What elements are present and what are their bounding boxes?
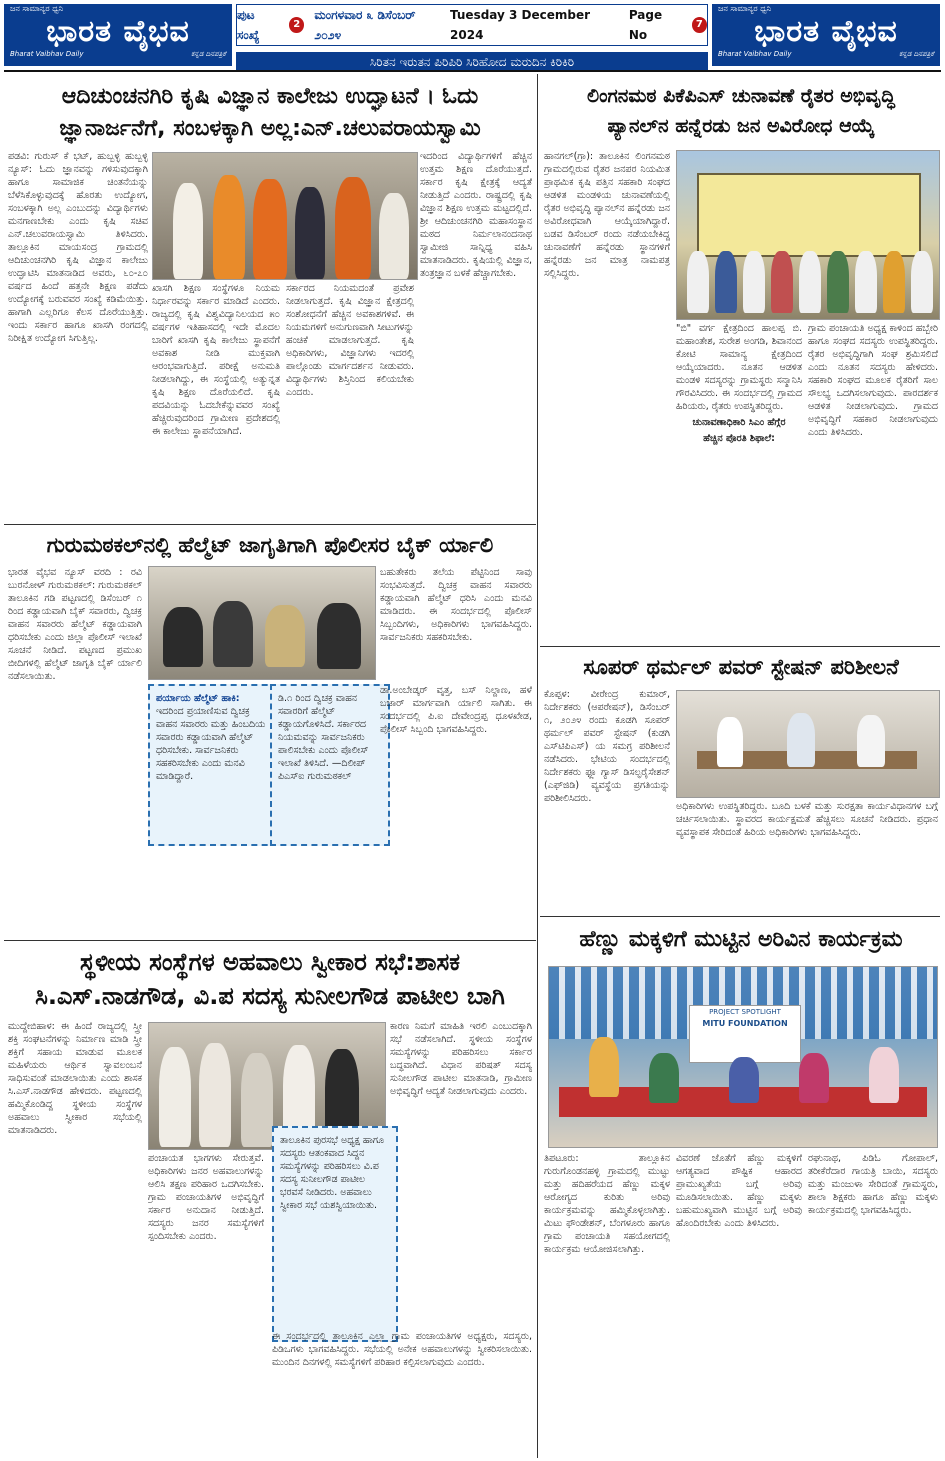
story1-col4-text: ಇದರಿಂದ ವಿದ್ಯಾರ್ಥಿಗಳಿಗೆ ಹೆಚ್ಚಿನ ಉತ್ತಮ ಶಿಕ್ಷಣ ದೊರೆಯುತ್ತದೆ. ಸರ್ಕಾರ ಕೃಷಿ ಕ್ಷೇತ್ರಕ್ಕೆ ಆದ್ಯತೆ ನೀಡುತ್ತಿದೆ ಎಂದರು. ರಾಷ್ಟ್ರದಲ್ಲಿ ಕೃಷಿ ವಿಜ್ಞಾನ ಶಿಕ್ಷಣ ಉತ್ತಮ ಮಟ್ಟದಲ್ಲಿದೆ. ಶ್ರೀ ಆದಿಚುಂಚನಗಿರಿ ಮಹಾಸಂಸ್ಥಾನ ಮಠದ ನಿರ್ಮಲಾನಂದನಾಥ ಸ್ವಾಮೀಜಿ ಸಾನ್ನಿಧ್ಯ ವಹಿಸಿ ಮಾತನಾಡಿದರು. ಕೃಷಿಯಲ್ಲಿ ವಿಜ್ಞಾನ, ತಂತ್ರಜ್ಞಾನ ಬಳಕೆ ಹೆಚ್ಚಾಗಬೇಕು. <box>420 151 532 279</box>
story6-col2-text: ವಿವರಣೆ ಜೊತೆಗೆ ಹೆಣ್ಣು ಮಕ್ಕಳಿಗೆ ಆಗತ್ಯವಾದ ಪೌಷ್ಟಿಕ ಆಹಾರದ ಪ್ರಾಮುಖ್ಯತೆಯ ಬಗ್ಗೆ ಅರಿವು ಮೂಡಿಸಲಾಯಿತು. ಹೆಣ್ಣು ಮಕ್ಕಳು ಬಹುಮುಖ್ಯವಾಗಿ ಮುಟ್ಟಿನ ಬಗ್ಗೆ ಅರಿವು ಹೊಂದಿರಬೇಕು ಎಂದು ತಿಳಿಸಿದರು. <box>676 1153 802 1229</box>
story5-col4 <box>272 1330 532 1456</box>
story3-subhead2: ಹೆಚ್ಚಿನ ಪೊರತಿ ಶಿಫಾಲೆ: <box>703 433 775 444</box>
section-divider <box>540 916 940 917</box>
story2-infobox2-text: ಡಿ.೧ ರಿಂದ ದ್ವಿಚಕ್ರ ವಾಹನ ಸವಾರರಿಗೆ ಹೆಲ್ಮೆಟ್ ಕಡ್ಡಾಯಗೊಳಿಸಿದೆ. ಸರ್ಕಾರದ ನಿಯಮವನ್ನು ಸಾರ್ವಜನಿಕರು ಪಾಲಿಸಬೇಕು ಎಂದು ಪೊಲೀಸ್ ಇಲಾಖೆ ತಿಳಿಸಿದೆ. —ದಿಲೀಪ್ ಪಿಎಸ್ಐ ಗುರುಮಠಕಲ್ <box>278 693 369 782</box>
story1-col4 <box>420 150 532 518</box>
story1-photo <box>152 152 418 280</box>
story6-banner-title: PROJECT SPOTLIGHT <box>709 1008 781 1016</box>
story6-photo <box>548 966 938 1148</box>
story2-col3 <box>380 684 532 936</box>
masthead-tagline: ಜನ ಸಾಮಾನ್ಯರ ಧ್ವನಿ <box>10 4 64 13</box>
story6-headline: ಹೆಣ್ಣು ಮಕ್ಕಳಿಗೆ ಮುಟ್ಟಿನ ಅರಿವಿನ ಕಾರ್ಯಕ್ರಮ <box>579 927 903 952</box>
story1-col1-text: ಪಡವಿ: ಗುರುಸ್ ಕೆ ಭಟ್, ಹುಬ್ಬಳ್ಳಿ ಹುಬ್ಬಳ್ಳಿ ನ್ಯೂಸ್: ಓದು ಜ್ಞಾನವನ್ನು ಗಳಿಸುವುದಕ್ಕಾಗಿ ಹಾಗೂ ಸಾಮಾಜಿಕ ಚಿಂತನೆಯನ್ನು ಬೆಳೆಸಿಕೊಳ್ಳುವುದಕ್ಕೆ ಹೊರತು ಉದ್ಯೋಗ, ಸಂಬಳಕ್ಕಾಗಿ ಅಲ್ಲ ಎಂಬುದನ್ನು ವಿದ್ಯಾರ್ಥಿಗಳು ಮನಗಾಣಬೇಕು ಎಂದು ಕೃಷಿ ಸಚಿವ ಎನ್.ಚಲುವರಾಯಸ್ವಾಮಿ ತಿಳಿಸಿದರು. ತಾಲ್ಲೂಕಿನ ಮಾಯಸಂದ್ರ ಗ್ರಾಮದಲ್ಲಿ ಆದಿಚುಂಚನಗಿರಿ ಕೃಷಿ ವಿಜ್ಞಾನ ಕಾಲೇಜು ಉದ್ಘಾಟಿಸಿ ಮಾತನಾಡಿದ ಅವರು, ೬೦-೭೦ ವರ್ಷದ ಹಿಂದೆ ಹತ್ತನೇ ಶಿಕ್ಷಣ ಪಡೆದು ಉದ್ಯೋಗಕ್ಕೆ ಬರುವವರ ಸಂಖ್ಯೆ ಕಡಿಮೆಯಿತ್ತು. ಹಾಗಾಗಿ ಎಲ್ಲರಿಗೂ ಕೆಲಸ ದೊರೆಯುತ್ತಿತ್ತು. ಇಂದು ಸರ್ಕಾರ ಹಾಗೂ ಖಾಸಗಿ ರಂಗದಲ್ಲಿ ನಿರೀಕ್ಷಿತ ಉದ್ಯೋಗ ಸಿಗುತ್ತಿಲ್ಲ. <box>8 151 148 344</box>
story3-headline-line1: ಲಿಂಗನಮಠ ಪಿಕೆಪಿಎಸ್ ಚುನಾವಣೆ ರೈತರ ಅಭಿವೃದ್ಧಿ <box>586 85 896 107</box>
masthead-sub-kn: ಕನ್ನಡ ದಿನಪತ್ರಿಕೆ <box>898 50 934 58</box>
story2-col2-text: ಬಹುತೇಕರು ತಲೆಯ ಪೆಟ್ಟಿನಿಂದ ಸಾವು ಸಂಭವಿಸುತ್ತದೆ. ದ್ವಿಚಕ್ರ ವಾಹನ ಸವಾರರು ಕಡ್ಡಾಯವಾಗಿ ಹೆಲ್ಮೆಟ್ ಧರಿಸಿ ಎಂದು ಮನವಿ ಮಾಡಿದರು. ಈ ಸಂದರ್ಭದಲ್ಲಿ ಪೊಲೀಸ್ ಸಿಬ್ಬಂದಿಗಳು, ಅಧಿಕಾರಿಗಳು ಭಾಗವಹಿಸಿದ್ದರು. ಸಾರ್ವಜನಿಕರು ಸಹಕರಿಸಬೇಕು. <box>380 567 532 643</box>
story5-infobox-text: ತಾಲೂಕಿನ ಪುರಸಭೆ ಅಧ್ಯಕ್ಷ ಹಾಗೂ ಸದಸ್ಯರು ಆತಂಕವಾದ ಸಿದ್ದನ ಸಮಸ್ಯೆಗಳನ್ನು ಪರಿಹರಿಸಲು ವಿ.ಪ ಸದಸ್ಯ ಸುನೀಲಗೌಡ ಪಾಟೀಲ ಭರವಸೆ ನೀಡಿದರು. ಅಹವಾಲು ಸ್ವೀಕಾರ ಸಭೆ ಯಶಸ್ವಿಯಾಯಿತು. <box>280 1135 385 1211</box>
story5-headline-line1: ಸ್ಥಳೀಯ ಸಂಸ್ಥೆಗಳ ಅಹವಾಲು ಸ್ವೀಕಾರ ಸಭೆ:ಶಾಸಕ <box>79 948 461 976</box>
date-en: Tuesday 3 December 2024 <box>450 8 591 42</box>
masthead-title: ಭಾರತ ವೈಭವ <box>46 14 190 49</box>
story6-col1 <box>544 1152 670 1456</box>
story2-col3-text: ಡಾ.ಅಂಬೇಡ್ಕರ್ ವೃತ್ತ, ಬಸ್ ನಿಲ್ದಾಣ, ಹಳೆ ಬಜಾರ್ ಮಾರ್ಗವಾಗಿ ರ್ಯಾಲಿ ಸಾಗಿತು. ಈ ಸಂದರ್ಭದಲ್ಲಿ ಪಿ.ಐ ದೇವೇಂದ್ರಪ್ಪ ಧೂಳಖೇಡ, ಪೊಲೀಸ್ ಸಿಬ್ಬಂದಿ ಭಾಗವಹಿಸಿದ್ದರು. <box>380 685 532 735</box>
story2-headline: ಗುರುಮಠಕಲ್‌ನಲ್ಲಿ ಹೆಲ್ಮೆಟ್ ಜಾಗೃತಿಗಾಗಿ ಪೊಲೀಸರ ಬೈಕ್ ರ್ಯಾಲಿ <box>46 533 494 557</box>
story4-headline: ಸೂಪರ್ ಥರ್ಮಲ್ ಪವರ್ ಸ್ಟೇಷನ್ ಪರಿಶೀಲನೆ <box>583 655 899 679</box>
masthead-sub: Bharat Vaibhav Daily <box>10 50 84 58</box>
story6-banner <box>689 1005 801 1063</box>
story2-col1 <box>8 566 142 936</box>
story3-col3 <box>808 322 938 640</box>
story6-banner-text: MITU FOUNDATION <box>702 1019 788 1028</box>
story5-col1-text: ಮುದ್ದೇಬಿಹಾಳ: ಈ ಹಿಂದೆ ರಾಜ್ಯದಲ್ಲಿ ಸ್ತ್ರೀ ಶಕ್ತಿ ಸಂಘಟನೆಗಳನ್ನು ನಿರ್ಮಾಣ ಮಾಡಿ ಸ್ತ್ರೀ ಶಕ್ತಿಗೆ ಸಹಾಯ ಮಾಡುವ ಮೂಲಕ ಮಹಿಳೆಯರು ಆರ್ಥಿಕ ಸ್ವಾವಲಂಬನೆ ಸಾಧಿಸುವಂತೆ ಮಾಡಲಾಯಿತು ಎಂದು ಶಾಸಕ ಸಿ.ಎಸ್.ನಾಡಗೌಡ ಹೇಳಿದರು. ಪಟ್ಟಣದಲ್ಲಿ ಹಮ್ಮಿಕೊಂಡಿದ್ದ ಸ್ಥಳೀಯ ಸಂಸ್ಥೆಗಳ ಅಹವಾಲು ಸ್ವೀಕಾರ ಸಭೆಯಲ್ಲಿ ಮಾತನಾಡಿದರು. <box>8 1021 142 1136</box>
issue-row <box>236 4 708 46</box>
story2-infobox <box>148 684 278 846</box>
story1-col2 <box>152 282 280 518</box>
story1-col3 <box>286 282 414 518</box>
story6-col1-text: ತಿಪಟೂರು: ತಾಲ್ಲೂಕಿನ ಗುರುಗೊಂಡನಹಳ್ಳಿ ಗ್ರಾಮದಲ್ಲಿ ಮುಟ್ಟು ಮತ್ತು ಹದಿಹರೆಯದ ಹೆಣ್ಣು ಮಕ್ಕಳ ಆರೋಗ್ಯದ ಕುರಿತು ಅರಿವು ಕಾರ್ಯಕ್ರಮವನ್ನು ಹಮ್ಮಿಕೊಳ್ಳಲಾಗಿತ್ತು. ಮಿಟು ಫೌಂಡೇಶನ್, ಬೆಂಗಳೂರು ಹಾಗೂ ಗ್ರಾಮ ಪಂಚಾಯತಿ ಸಹಯೋಗದಲ್ಲಿ ಕಾರ್ಯಕ್ರಮ ಆಯೋಜಿಸಲಾಗಿತ್ತು. <box>544 1153 670 1255</box>
page-label: Page No <box>628 8 663 42</box>
masthead-tagline: ಜನ ಸಾಮಾನ್ಯರ ಧ್ವನಿ <box>718 4 772 13</box>
story6-col3-text: ರಘುನಾಥ, ಪಿಡಿಓ ಗೋಪಾಲ್, ತರೀಕೆರೆದಾರ ಗಾಯತ್ರಿ ಬಾಯಿ, ಸದಸ್ಯರು ಮತ್ತು ಮಂಜುಳಾ ಸೇರಿದಂತೆ ಗ್ರಾಮಸ್ಥರು, ಶಾಲಾ ಶಿಕ್ಷಕರು ಹಾಗೂ ಹೆಣ್ಣು ಮಕ್ಕಳು ಕಾರ್ಯಕ್ರಮದಲ್ಲಿ ಭಾಗವಹಿಸಿದ್ದರು. <box>808 1153 938 1216</box>
story1-headline-line1: ಆದಿಚುಂಚನಗಿರಿ ಕೃಷಿ ವಿಜ್ಞಾನ ಕಾಲೇಜು ಉದ್ಘಾಟನೆ । ಓದು <box>61 84 479 109</box>
story3-col3-text: ಗ್ರಾಮ ಪಂಚಾಯತಿ ಅಧ್ಯಕ್ಷ ಕಾಳಿಂದ ಹಬ್ಬೇರಿ ಹಾಗೂ ಸಂಘದ ಸದಸ್ಯರು ಉಪಸ್ಥಿತರಿದ್ದರು. ರೈತರ ಅಭಿವೃದ್ಧಿಗಾಗಿ ಸಂಘ ಶ್ರಮಿಸಲಿದೆ ಎಂದು ನೂತನ ಸದಸ್ಯರು ಹೇಳಿದರು. ಸಹಕಾರಿ ಸಂಘದ ಮೂಲಕ ರೈತರಿಗೆ ಸಾಲ ಸೌಲಭ್ಯ ಒದಗಿಸಲಾಗುವುದು. ಪಾರದರ್ಶಕ ಆಡಳಿತ ನೀಡಲಾಗುವುದು. ಗ್ರಾಮದ ಅಭಿವೃದ್ಧಿಗೆ ಸಹಕಾರ ನೀಡಲಾಗುವುದು ಎಂದು ತಿಳಿಸಿದರು. <box>808 323 938 438</box>
story3-col2-text: "ಬಿ" ವರ್ಗ ಕ್ಷೇತ್ರದಿಂದ ಹಾಲಪ್ಪ ಬಿ. ಮಹಾಂತೇಶ, ಸುರೇಶ ಅಂಗಡಿ, ಶಿವಾನಂದ ಕೋಟಿ ಸಾಮಾನ್ಯ ಕ್ಷೇತ್ರದಿಂದ ಆಯ್ಕೆಯಾದರು. ನೂತನ ಆಡಳಿತ ಮಂಡಳಿ ಸದಸ್ಯರನ್ನು ಗ್ರಾಮಸ್ಥರು ಸನ್ಮಾನಿಸಿ ಗೌರವಿಸಿದರು. ಈ ಸಂದರ್ಭದಲ್ಲಿ ಗ್ರಾಮದ ಹಿರಿಯರು, ರೈತರು ಉಪಸ್ಥಿತರಿದ್ದರು. <box>676 323 802 412</box>
column-divider <box>537 74 538 1458</box>
story2-col2 <box>380 566 532 678</box>
story5-infobox <box>272 1126 398 1342</box>
masthead-sub: Bharat Vaibhav Daily <box>718 50 792 58</box>
story4-col2-text: ಅಧಿಕಾರಿಗಳು ಉಪಸ್ಥಿತರಿದ್ದರು. ಬೂದಿ ಬಳಕೆ ಮತ್ತು ಸುರಕ್ಷತಾ ಕಾರ್ಯವಿಧಾನಗಳ ಬಗ್ಗೆ ಚರ್ಚಿಸಲಾಯಿತು. ಸ್ಥಾವರದ ಕಾರ್ಯಕ್ಷಮತೆ ಹೆಚ್ಚಿಸಲು ಸೂಚನೆ ನೀಡಿದರು. ಪ್ರಧಾನ ವ್ಯವಸ್ಥಾಪಕ ಸೇರಿದಂತೆ ಹಿರಿಯ ಅಧಿಕಾರಿಗಳು ಭಾಗವಹಿಸಿದ್ದರು. <box>676 801 938 838</box>
date-kn: ಮಂಗಳವಾರ ೩ ಡಿಸೆಂಬರ್ ೨೦೨೪ <box>314 8 416 42</box>
story3-photo <box>676 150 940 320</box>
story4-col2 <box>676 800 938 912</box>
story5-headline-line2: ಸಿ.ಎಸ್.ನಾಡಗೌಡ, ವಿ.ಪ ಸದಸ್ಯ ಸುನೀಲಗೌಡ ಪಾಟೀಲ ಬಾಗಿ <box>35 982 505 1010</box>
section-divider <box>4 940 536 941</box>
story5-col3 <box>390 1020 532 1270</box>
story5-col2 <box>148 1152 264 1456</box>
story3-col1 <box>544 150 670 640</box>
story4-col1-text: ಕೊಪ್ಪಳ: ವೀರೇಂದ್ರ ಕುಮಾರ್, ನಿರ್ದೇಶಕರು (ಆಪರೇಷನ್), ಡಿಸೆಂಬರ್ ೧, ೨೦೨೪ ರಂದು ಕೂಡಗಿ ಸೂಪರ್ ಥರ್ಮಲ್ ಪವರ್ ಸ್ಟೇಷನ್ (ಕುಡಗಿ ಎಸ್‌ಟಿಪಿಎಸ್) ಯ ಸಮಗ್ರ ಪರಿಶೀಲನೆ ನಡೆಸಿದರು. ಭೇಟಿಯ ಸಂದರ್ಭದಲ್ಲಿ ನಿರ್ದೇಶಕರು ಫ್ಲೂ ಗ್ಯಾಸ್ ಡಿಸಲ್ಫರೈಸೇಶನ್ (ಎಫ್‌ಜಿಡಿ) ವ್ಯವಸ್ಥೆಯ ಪ್ರಗತಿಯನ್ನು ಪರಿಶೀಲಿಸಿದರು. <box>544 689 670 804</box>
section-divider <box>540 646 940 647</box>
story2-photo <box>148 566 376 680</box>
story4-photo <box>676 690 940 798</box>
story3-subhead1: ಚುನಾವಣಾಧಿಕಾರಿ ಸಿಎಂ ಹೆಗ್ಗೆರ <box>692 417 786 428</box>
page-number-label: ಪುಟ ಸಂಖ್ಯೆ <box>237 8 260 42</box>
masthead-title: ಭಾರತ ವೈಭವ <box>754 14 898 49</box>
story2-infobox-title: ಪರ್ಯಾಯ ಹೆಲ್ಮೆಟ್ ಹಾಕಿ: <box>156 693 240 704</box>
story3-col1-text: ಹಾನಗಲ್(ಗ್ರಾ): ತಾಲೂಕಿನ ಲಿಂಗನಮಠ ಗ್ರಾಮದಲ್ಲಿರುವ ರೈತರ ಜನಪರ ನಿಯಮಿತ ಪ್ರಾಥಮಿಕ ಕೃಷಿ ಪತ್ತಿನ ಸಹಕಾರಿ ಸಂಘದ ಆಡಳಿತ ಮಂಡಳಿಯ ಚುನಾವಣೆಯಲ್ಲಿ ರೈತರ ಅಭಿವೃದ್ಧಿ ಪ್ಯಾನಲ್‌ನ ಹನ್ನೆರಡು ಜನ ಅವಿರೋಧವಾಗಿ ಆಯ್ಕೆಯಾಗಿದ್ದಾರೆ. ಬಡವ ಡಿಸೆಂಬರ್ ರಂದು ನಡೆಯಬೇಕಿದ್ದ ಚುನಾವಣೆಗೆ ಹನ್ನೆರಡು ಸ್ಥಾನಗಳಿಗೆ ಹನ್ನೆರಡು ಜನ ಮಾತ್ರ ನಾಮಪತ್ರ ಸಲ್ಲಿಸಿದ್ದರು. <box>544 151 670 279</box>
masthead-right <box>712 4 940 66</box>
masthead-rule <box>4 70 941 72</box>
tagline-band: ಸಿರಿತನ ಇರುತನ ಪಿರಿಪಿರಿ ಸಿರಿಹೋದ ಮರುದಿನ ಕಿರಿಕಿರಿ <box>236 52 708 72</box>
story3-headline-line2: ಪ್ಯಾನಲ್‌ನ ಹನ್ನೆರಡು ಜನ ಅವಿರೋಧ ಆಯ್ಕೆ <box>607 115 875 137</box>
masthead-left <box>4 4 232 66</box>
story5-col2-text: ಪಂಚಾಯತ ಭಾಗಗಳು ಸೇರುತ್ತವೆ. ಅಧಿಕಾರಿಗಳು ಜನರ ಅಹವಾಲುಗಳನ್ನು ಆಲಿಸಿ ತಕ್ಷಣ ಪರಿಹಾರ ಒದಗಿಸಬೇಕು. ಗ್ರಾಮ ಪಂಚಾಯತಿಗಳ ಅಭಿವೃದ್ಧಿಗೆ ಸರ್ಕಾರ ಅನುದಾನ ನೀಡುತ್ತಿದೆ. ಸದಸ್ಯರು ಜನರ ಸಮಸ್ಯೆಗಳಿಗೆ ಸ್ಪಂದಿಸಬೇಕು ಎಂದರು. <box>148 1153 264 1242</box>
story2-col1-text: ಭಾರತ ವೈಭವ ನ್ಯೂಸ್ ವರದಿ : ರವಿ ಬುರನೋಳ್ ಗುರುಮಠಕಲ್: ಗುರುಮಠಕಲ್ ತಾಲೂಕಿನ ಗಡಿ ಪಟ್ಟಣದಲ್ಲಿ ಡಿಸೆಂಬರ್ ೧ ರಿಂದ ಕಡ್ಡಾಯವಾಗಿ ಬೈಕ್ ಸವಾರರು, ದ್ವಿಚಕ್ರ ವಾಹನ ಸವಾರರು ಹೆಲ್ಮೆಟ್ ಕಡ್ಡಾಯವಾಗಿ ಧರಿಸಬೇಕು ಎಂದು ಜಿಲ್ಲಾ ಪೊಲೀಸ್ ಇಲಾಖೆ ಸೂಚನೆ ನೀಡಿದೆ. ಪಟ್ಟಣದ ಪ್ರಮುಖ ಬೀದಿಗಳಲ್ಲಿ ಹೆಲ್ಮೆಟ್ ಜಾಗೃತಿ ಬೈಕ್ ರ್ಯಾಲಿ ನಡೆಸಲಾಯಿತು. <box>8 567 142 682</box>
page-number-en: 7 <box>692 17 707 33</box>
section-divider <box>4 524 536 525</box>
issue-info <box>236 4 708 69</box>
masthead-sub-kn: ಕನ್ನಡ ದಿನಪತ್ರಿಕೆ <box>190 50 226 58</box>
story5-col3-text: ಕಾರಣ ನಿಮಗೆ ಮಾಹಿತಿ ಇರಲಿ ಎಂಬುದಕ್ಕಾಗಿ ಸಭೆ ನಡೆಸಲಾಗಿದೆ. ಸ್ಥಳೀಯ ಸಂಸ್ಥೆಗಳ ಸಮಸ್ಯೆಗಳನ್ನು ಪರಿಹರಿಸಲು ಸರ್ಕಾರ ಬದ್ಧವಾಗಿದೆ. ವಿಧಾನ ಪರಿಷತ್ ಸದಸ್ಯ ಸುನೀಲಗೌಡ ಪಾಟೀಲ ಮಾತನಾಡಿ, ಗ್ರಾಮೀಣ ಅಭಿವೃದ್ಧಿಗೆ ಆದ್ಯತೆ ನೀಡಲಾಗುವುದು ಎಂದರು. <box>390 1021 532 1097</box>
page-number-kn: 2 <box>289 17 304 33</box>
story5-col1 <box>8 1020 142 1456</box>
story1-col2-text: ಖಾಸಗಿ ಶಿಕ್ಷಣ ಸಂಸ್ಥೆಗಳೂ ನಿಯಮ ನಿರ್ಧಾರವನ್ನು ಸರ್ಕಾರ ಮಾಡಿದೆ ಎಂದರು. ರಾಜ್ಯದಲ್ಲಿ ಕೃಷಿ ವಿಶ್ವವಿದ್ಯಾನಿಲಯದ ೫೦ ವರ್ಷಗಳ ಇತಿಹಾಸದಲ್ಲಿ ಇದೇ ಮೊದಲ ಬಾರಿಗೆ ಖಾಸಗಿ ಕೃಷಿ ಕಾಲೇಜು ಸ್ಥಾಪನೆಗೆ ಅವಕಾಶ ನೀಡಿ ಮುಕ್ತವಾಗಿ ಆರಂಭವಾಗುತ್ತಿದೆ. ಪರೀಕ್ಷೆ ಅನುಮತಿ ನೀಡಲಾಗಿದ್ದು, ಈ ಸಂಸ್ಥೆಯಲ್ಲಿ ಅತ್ಯುನ್ನತ ಕೃಷಿ ಶಿಕ್ಷಣ ದೊರೆಯಲಿದೆ. ಕೃಷಿ ಪದವಿಯನ್ನು ಓದಬೇಕೆನ್ನುವವರ ಸಂಖ್ಯೆ ಹೆಚ್ಚಿರುವುದರಿಂದ ಗ್ರಾಮೀಣ ಪ್ರದೇಶದಲ್ಲಿ ಈ ಕಾಲೇಜು ಸ್ಥಾಪನೆಯಾಗಿದೆ. <box>152 283 280 437</box>
story6-col2 <box>676 1152 802 1456</box>
story5-col4-text: ಈ ಸಂದರ್ಭದಲ್ಲಿ ತಾಲೂಕಿನ ಎಲ್ಲಾ ಗ್ರಾಮ ಪಂಚಾಯತಿಗಳ ಅಧ್ಯಕ್ಷರು, ಸದಸ್ಯರು, ಪಿಡಿಒಗಳು ಭಾಗವಹಿಸಿದ್ದರು. ಸಭೆಯಲ್ಲಿ ಅನೇಕ ಅಹವಾಲುಗಳನ್ನು ಸ್ವೀಕರಿಸಲಾಯಿತು. ಮುಂದಿನ ದಿನಗಳಲ್ಲಿ ಸಮಸ್ಯೆಗಳಿಗೆ ಪರಿಹಾರ ಕಲ್ಪಿಸಲಾಗುವುದು ಎಂದರು. <box>272 1331 532 1368</box>
story2-infobox-text: ಇದರಿಂದ ಪ್ರಯಾಣಿಸುವ ದ್ವಿಚಕ್ರ ವಾಹನ ಸವಾರರು ಮತ್ತು ಹಿಂಬದಿಯ ಸವಾರರು ಕಡ್ಡಾಯವಾಗಿ ಹೆಲ್ಮೆಟ್ ಧರಿಸಬೇಕು. ಸಾರ್ವಜನಿಕರು ಸಹಕರಿಸಬೇಕು ಎಂದು ಮನವಿ ಮಾಡಿದ್ದಾರೆ. <box>156 706 266 782</box>
story1-headline-line2: ಜ್ಞಾನಾರ್ಜನೆಗೆ, ಸಂಬಳಕ್ಕಾಗಿ ಅಲ್ಲ:ಎನ್.ಚಲುವರಾಯಸ್ವಾಮಿ <box>59 116 481 141</box>
story3-col2 <box>676 322 802 640</box>
story6-col3 <box>808 1152 938 1456</box>
story2-infobox2 <box>270 684 390 846</box>
story4-col1 <box>544 688 670 912</box>
story1-col1 <box>8 150 148 518</box>
story1-col3-text: ಸರ್ಕಾರದ ನಿಯಮದಂತೆ ಪ್ರವೇಶ ನೀಡಲಾಗುತ್ತದೆ. ಕೃಷಿ ವಿಜ್ಞಾನ ಕ್ಷೇತ್ರದಲ್ಲಿ ಸಂಶೋಧನೆಗೆ ಹೆಚ್ಚಿನ ಅವಕಾಶಗಳಿವೆ. ಈ ನಿಯಮಗಳಿಗೆ ಅನುಗುಣವಾಗಿ ಸೀಟುಗಳನ್ನು ಹಂಚಿಕೆ ಮಾಡಲಾಗುತ್ತದೆ. ಕೃಷಿ ಅಧಿಕಾರಿಗಳು, ವಿಜ್ಞಾನಿಗಳು ಇದರಲ್ಲಿ ಪಾಲ್ಗೊಂಡು ಮಾರ್ಗದರ್ಶನ ನೀಡುವರು. ವಿದ್ಯಾರ್ಥಿಗಳು ಶಿಸ್ತಿನಿಂದ ಕಲಿಯಬೇಕು ಎಂದರು. <box>286 283 414 398</box>
